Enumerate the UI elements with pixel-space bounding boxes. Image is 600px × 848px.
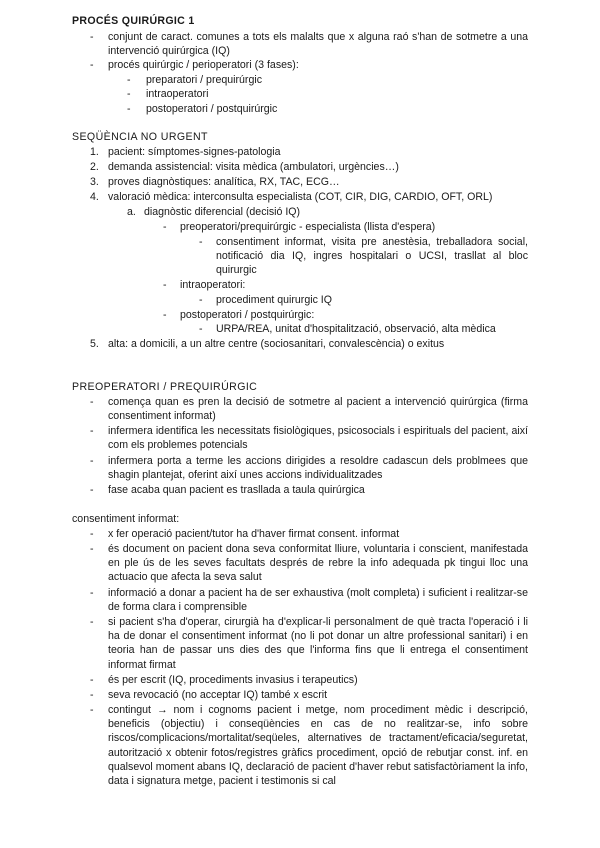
list-number: 1.: [90, 146, 99, 158]
consent-item: és per escrit (IQ, procediments invasius i terapeutics): [108, 674, 358, 686]
list-number: 4.: [90, 191, 99, 203]
sublist-letter: a.: [127, 206, 136, 218]
preop-item: infermera identifica les necessitats fisiològiques, psicosocials i espirituals del pacient, així com els problemes potencials: [108, 425, 528, 452]
bullet-dash: -: [163, 221, 167, 233]
bullet-dash: -: [163, 309, 167, 321]
sequence-item: alta: a domicili, a un altre centre (sociosanitari, convalescència) o exitus: [108, 338, 445, 350]
bullet-dash: -: [90, 528, 94, 540]
preop-item: fase acaba quan pacient es trasllada a taula quirúrgica: [108, 484, 365, 496]
bullet-dash: -: [90, 543, 94, 555]
bullet-dash: -: [90, 455, 94, 467]
preop-detail: consentiment informat, visita pre anestèsia, treballadora social, notificació dia IQ, ingres hospitalari o UCSI, trasllat al bloc quirurgic: [216, 236, 528, 277]
phase-item: intraoperatori: [146, 88, 209, 100]
bullet-dash: -: [90, 587, 94, 599]
bullet-dash: -: [163, 279, 167, 291]
bullet-dash: -: [199, 323, 203, 335]
consent-item: si pacient s'ha d'operar, cirurgià ha d'explicar-li personalment de què tracta l'operació i li ha de donar el consentiment informat (no li pot donar un altre professional sanitari) i en teoria han de passar uns dies des que l'informa fins que li entrega el consentiment informat firmat: [108, 616, 528, 671]
sequence-subitem: diagnòstic diferencial (decisió IQ): [144, 206, 301, 218]
list-number: 2.: [90, 161, 99, 173]
bullet-dash: -: [90, 704, 94, 716]
list-number: 5.: [90, 338, 99, 350]
intro-item: conjunt de caract. comunes a tots els malalts que x alguna raó s'han de sotmetre a una intervenció quirúrgica (IQ): [108, 31, 528, 58]
intraop-detail: procediment quirurgic IQ: [216, 294, 332, 306]
bullet-dash: -: [90, 616, 94, 628]
section-heading-sequence: SEQÜÈNCIA NO URGENT: [72, 131, 208, 143]
sequence-item: pacient: símptomes-signes-patologia: [108, 146, 281, 158]
intraop-label: intraoperatori:: [180, 279, 246, 291]
bullet-dash: -: [90, 674, 94, 686]
bullet-dash: -: [90, 689, 94, 701]
bullet-dash: -: [127, 103, 131, 115]
sequence-item: proves diagnòstiques: analítica, RX, TAC, ECG…: [108, 176, 340, 188]
bullet-dash: -: [90, 484, 94, 496]
bullet-dash: -: [127, 74, 131, 86]
section-heading-preop: PREOPERATORI / PREQUIRÚRGIC: [72, 381, 258, 393]
bullet-dash: -: [90, 31, 94, 43]
consent-item: contingut → nom i cognoms pacient i metge, nom procediment mèdic i descripció, beneficis (objectiu) i conseqüències en cas de no realitzar-se, info sobre riscos/complicacions/mortalitat/seqüeles, alternatives de tractament/eficacia/seguretat, autorització x obtenir fotos/registres gràfics procediment, opció de rebutjar const. inf. en qualsevol moment abans IQ, declaració de pacient d'haver rebut satisfactòriament la info, data i signatura metge, pacient i testimonis si cal: [108, 704, 528, 788]
phase-item: postoperatori / postquirúrgic: [146, 103, 278, 115]
bullet-dash: -: [127, 88, 131, 100]
page-title: PROCÉS QUIRÚRGIC 1: [72, 15, 195, 27]
consent-item: seva revocació (no acceptar IQ) també x escrit: [108, 689, 328, 701]
preop-item: infermera porta a terme les accions dirigides a resoldre cadascun dels problmees que shagin plantejat, oferint així unes accions individualitzades: [108, 455, 528, 482]
bullet-dash: -: [90, 396, 94, 408]
phase-item: preparatori / prequirúrgic: [146, 74, 262, 86]
sequence-item: valoració mèdica: interconsulta especialista (COT, CIR, DIG, CARDIO, OFT, ORL): [108, 191, 493, 203]
intro-item: procés quirúrgic / perioperatori (3 fases):: [108, 59, 299, 71]
bullet-dash: -: [90, 425, 94, 437]
postop-detail: URPA/REA, unitat d'hospitalització, observació, alta mèdica: [216, 323, 496, 335]
consent-item: informació a donar a pacient ha de ser exhaustiva (molt completa) i suficient i realitzar-se de forma clara i comprensible: [108, 587, 528, 614]
bullet-dash: -: [199, 294, 203, 306]
consent-item: és document on pacient dona seva conformitat lliure, voluntaria i conscient, manifestada en ple ús de les seves facultats després de rebre la info adequada pk tingui lloc una actuacio que afecta la seva salut: [108, 543, 528, 584]
sequence-item: demanda assistencial: visita mèdica (ambulatori, urgències…): [108, 161, 399, 173]
preop-label: preoperatori/prequirúrgic - especialista (llista d'espera): [180, 221, 436, 233]
list-number: 3.: [90, 176, 99, 188]
section-heading-consent: consentiment informat:: [72, 513, 180, 525]
postop-label: postoperatori / postquirúrgic:: [180, 309, 315, 321]
consent-item: x fer operació pacient/tutor ha d'haver firmat consent. informat: [108, 528, 400, 540]
preop-item: comença quan es pren la decisió de sotmetre al pacient a intervenció quirúrgica (firma consentiment informat): [108, 396, 528, 423]
bullet-dash: -: [90, 59, 94, 71]
bullet-dash: -: [199, 236, 203, 248]
